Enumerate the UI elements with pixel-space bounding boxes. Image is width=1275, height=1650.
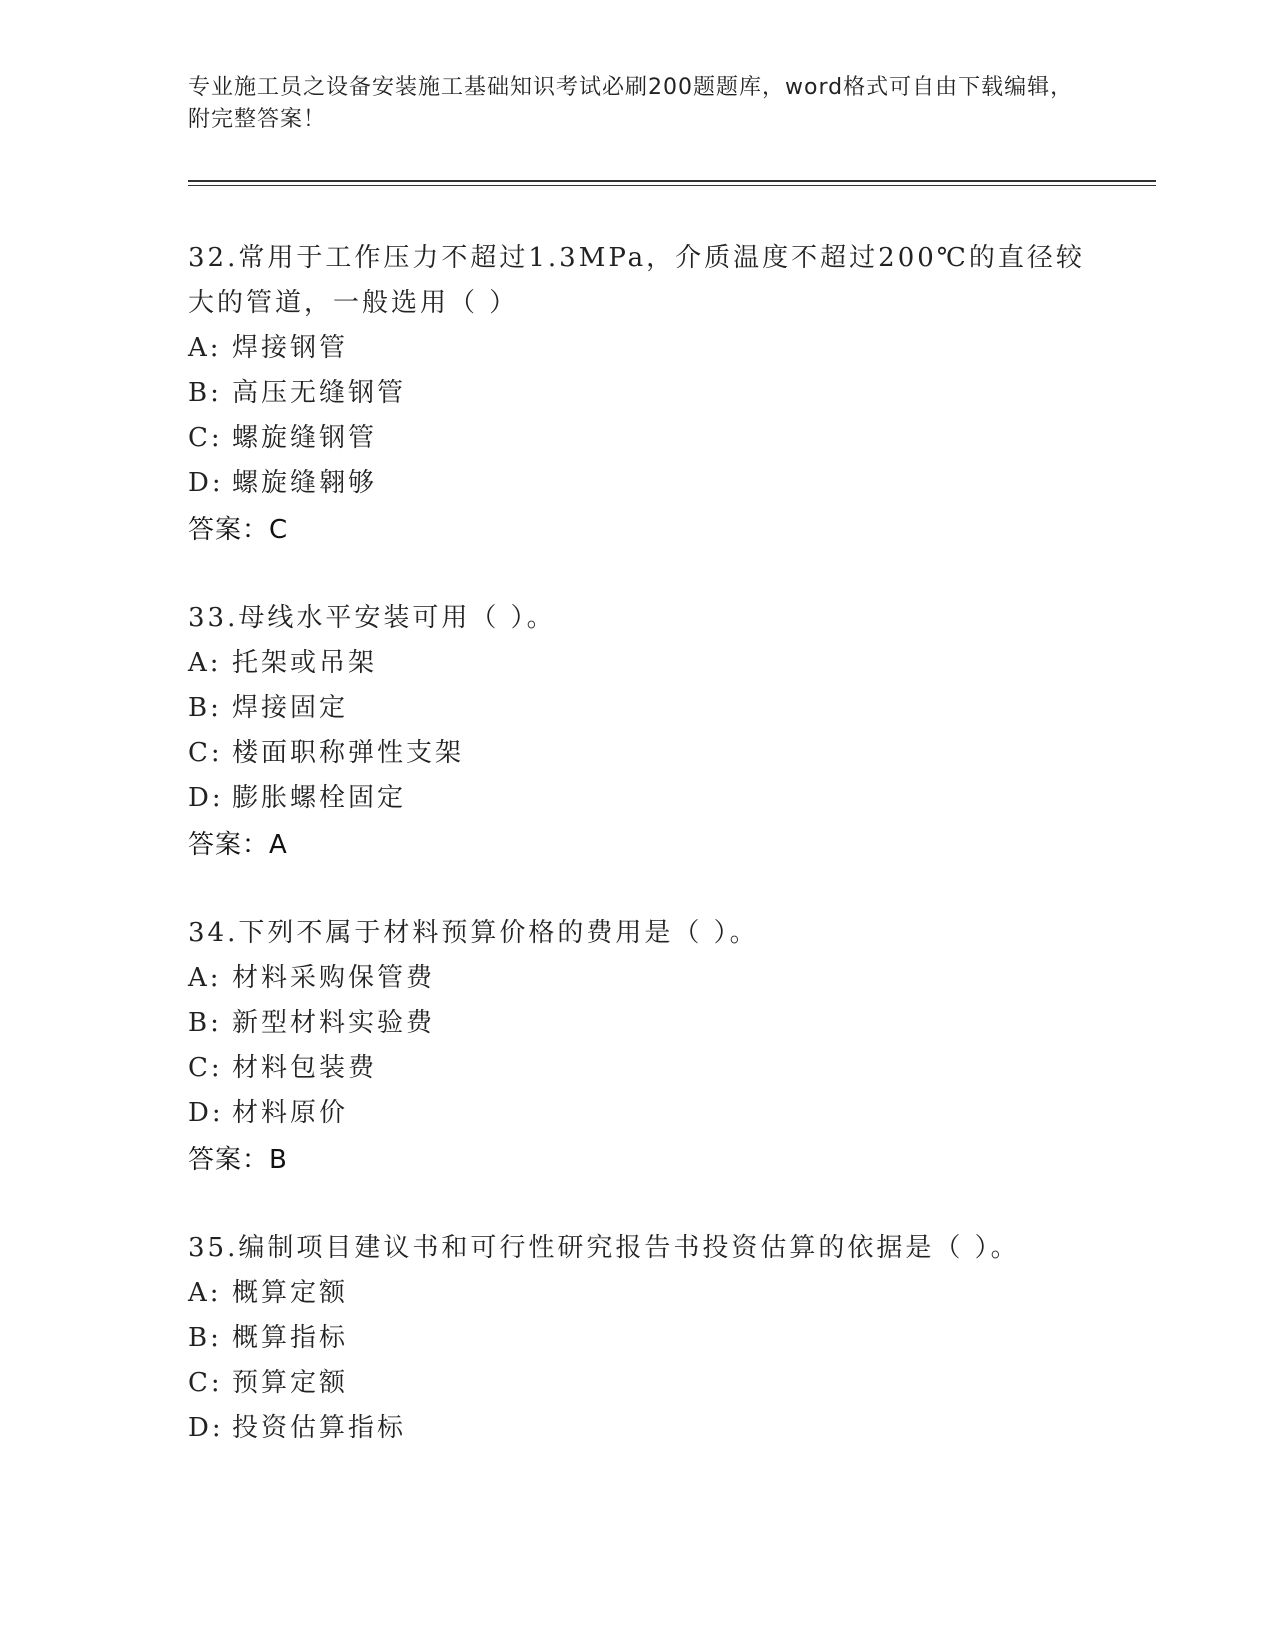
option-text: 高压无缝钢管 [232, 378, 407, 408]
option-key: D: [188, 1413, 224, 1443]
question-text [188, 236, 1108, 326]
option-key: A: [188, 963, 222, 993]
option-key: D: [188, 468, 224, 498]
option-key: D: [188, 1098, 224, 1128]
option-c [188, 1361, 1108, 1406]
question-text [188, 596, 1108, 641]
question-number: 32. [188, 243, 239, 273]
question-number: 35. [188, 1233, 239, 1263]
question-34 [188, 911, 1108, 1184]
option-text: 托架或吊架 [232, 648, 378, 678]
option-key: B: [188, 1008, 222, 1038]
question-number: 33. [188, 603, 239, 633]
question-text [188, 911, 1108, 956]
option-text: 螺旋缝钢管 [232, 423, 378, 453]
option-key: A: [188, 333, 222, 363]
question-list [188, 236, 1108, 1493]
option-key: C: [188, 423, 223, 453]
option-b [188, 1316, 1108, 1361]
option-c [188, 731, 1108, 776]
option-key: B: [188, 378, 222, 408]
option-key: C: [188, 738, 223, 768]
option-a [188, 641, 1108, 686]
option-key: D: [188, 783, 224, 813]
option-key: A: [188, 648, 222, 678]
option-d [188, 461, 1108, 506]
option-d [188, 1091, 1108, 1136]
option-text: 概算定额 [232, 1278, 349, 1308]
option-text: 预算定额 [232, 1368, 349, 1398]
answer-line: 答案：B [188, 1145, 288, 1175]
question-number: 34. [188, 918, 239, 948]
header-divider-bottom [188, 185, 1156, 186]
option-text: 膨胀螺栓固定 [232, 783, 407, 813]
option-text: 材料原价 [232, 1098, 349, 1128]
option-b [188, 371, 1108, 416]
option-a [188, 956, 1108, 1001]
option-a [188, 1271, 1108, 1316]
document-title: 专业施工员之设备安装施工基础知识考试必刷200题题库，word格式可自由下载编辑，附完整答案！ [188, 75, 1074, 132]
option-key: B: [188, 693, 222, 723]
option-text: 材料包装费 [232, 1053, 378, 1083]
option-text: 概算指标 [232, 1323, 349, 1353]
option-c [188, 416, 1108, 461]
option-text: 楼面职称弹性支架 [232, 738, 465, 768]
option-key: A: [188, 1278, 222, 1308]
question-stem: 母线水平安装可用（ ）。 [238, 603, 556, 633]
option-a [188, 326, 1108, 371]
question-35 [188, 1226, 1108, 1451]
header-divider-top [188, 180, 1156, 182]
question-33 [188, 596, 1108, 869]
question-stem: 常用于工作压力不超过1.3MPa，介质温度不超过200℃的直径较大的管道，一般选用（ ） [188, 243, 1085, 318]
option-text: 材料采购保管费 [232, 963, 436, 993]
option-text: 新型材料实验费 [232, 1008, 436, 1038]
option-key: C: [188, 1368, 223, 1398]
option-b [188, 1001, 1108, 1046]
option-text: 螺旋缝翱够 [232, 468, 378, 498]
answer-line: 答案：C [188, 515, 289, 545]
option-text: 焊接固定 [232, 693, 349, 723]
option-key: B: [188, 1323, 222, 1353]
option-text: 投资估算指标 [232, 1413, 407, 1443]
document-header [188, 72, 1088, 136]
option-d [188, 1406, 1108, 1451]
option-key: C: [188, 1053, 223, 1083]
option-b [188, 686, 1108, 731]
option-c [188, 1046, 1108, 1091]
question-text [188, 1226, 1108, 1271]
question-stem: 下列不属于材料预算价格的费用是（ ）。 [238, 918, 759, 948]
question-stem: 编制项目建议书和可行性研究报告书投资估算的依据是（ ）。 [238, 1233, 1020, 1263]
answer-line: 答案：A [188, 830, 288, 860]
option-text: 焊接钢管 [232, 333, 349, 363]
option-d [188, 776, 1108, 821]
question-32 [188, 236, 1108, 554]
